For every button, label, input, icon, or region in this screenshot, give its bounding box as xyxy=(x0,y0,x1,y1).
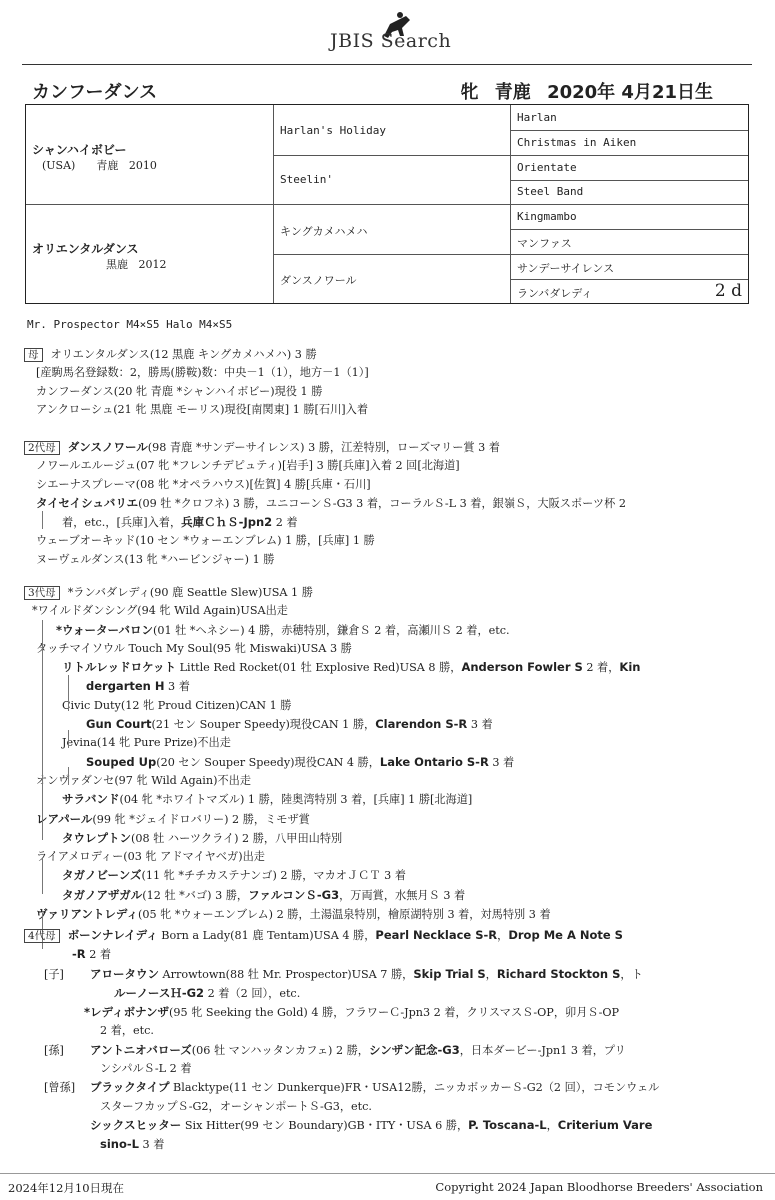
ped-sire-cell xyxy=(26,105,274,204)
ped-dam-cell xyxy=(26,205,274,303)
list-item[interactable]: *ワイルドダンシング(94 牝 Wild Again)USA出走 xyxy=(32,604,288,618)
ped-g3-7[interactable]: サンデーサイレンス xyxy=(517,262,615,275)
list-item: サラバンド(04 牝 *ホワイトマズル) 1 勝，陸奥湾特別 3 着，[兵庫] 1 勝[北海道] xyxy=(62,792,473,807)
ped-g3-8[interactable]: ランバダレディ xyxy=(517,287,593,300)
jbis-logo[interactable] xyxy=(330,10,460,52)
list-item: タガノビーンズ(11 牝 *チチカステナンゴ) 2 勝，マカオＪＣＴ 3 着 xyxy=(62,868,406,883)
list-item[interactable]: オンヴァダンセ(97 牝 Wild Again)不出走 xyxy=(36,773,252,787)
list-item: シックスヒッター Six Hitter(99 セン Boundary)GB・ITY・USA 6 勝，P. Toscana-L，Criterium Vare xyxy=(90,1117,653,1132)
list-item[interactable]: アンクローシュ(21 牝 黒鹿 モーリス)現役[南関東] 1 勝[石川]入着 xyxy=(36,402,369,416)
ped-sire-info: (USA) 青鹿 2010 xyxy=(42,159,157,172)
footer-divider xyxy=(0,1173,775,1174)
section-label: 3代母 xyxy=(24,586,60,600)
copyright: Copyright 2024 Japan Bloodhorse Breeders' Association xyxy=(435,1180,763,1194)
section-label: 4代母 xyxy=(24,929,60,943)
list-item: Souped Up(20 セン Souper Speedy)現役CAN 4 勝，Lake Ontario S-R 3 着 xyxy=(86,754,515,769)
list-item: リトルレッドロケット Little Red Rocket(01 牡 Explosive Red)USA 8 勝，Anderson Fowler S 2 着，Kin xyxy=(62,660,641,675)
ped-g3-2[interactable]: Christmas in Aiken xyxy=(517,136,637,149)
list-item[interactable]: ウェーブオーキッド(10 セン *ウォーエンブレム) 1 勝，[兵庫] 1 勝 xyxy=(36,534,375,548)
list-item: タガノアザガル(12 牡 *バゴ) 3 勝，ファルコンＳ-G3，万両賞，水無月Ｓ 3 着 xyxy=(62,887,466,902)
logo-text: JBIS Search xyxy=(330,30,452,52)
horse-profile xyxy=(451,78,714,104)
list-item[interactable]: ヌーヴェルダンス(13 牝 *ハービンジャー) 1 勝 xyxy=(36,552,275,566)
list-item: [曾孫] ブラックタイプ Blacktype(11 セン Dunkerque)FR・USA12勝，ニッカボッカーＳ-G2（2 回），コモンウェル xyxy=(44,1080,660,1095)
ped-g3-5[interactable]: Kingmambo xyxy=(517,210,577,223)
list-item: *ウォーターバロン(01 牡 *ヘネシー) 4 勝，赤穂特別，鎌倉Ｓ 2 着，高瀬川Ｓ 2 着，etc. xyxy=(56,622,510,637)
horse-color: 青鹿 xyxy=(494,82,531,103)
ped-g3-1[interactable]: Harlan xyxy=(517,111,557,124)
list-item: *レディボナンザ(95 牝 Seeking the Gold) 4 勝，フラワーＣ-Jpn3 2 着，クリスマスＳ-OP，卯月Ｓ-OP xyxy=(84,1005,620,1020)
fourth-dam-section: 4代母 ボーンナレイディ Born a Lady(81 鹿 Tentam)USA 4 勝，Pearl Necklace S-R，Drop Me A Note S -R 2 着 [子] アロータウン Arrowtown(88 牡 Mr. Prospector)USA 7 勝，Skip Trial S，Richard Stockton S，ト ルーノースＨ-G2 2 着（2 回），etc. *レディボナンザ(95 牝 Seeking the Gold) 4 勝，フラワーＣ-Jpn3 2 着，クリスマスＳ-OP，卯月Ｓ-OP 2 着，etc. [孫] アントニオバローズ(06 牡 マンハッタンカフェ) 2 勝，シンザン記念-G3，日本ダービー-Jpn1 3 着，プリ ンシパルＳ-L 2 着 [曾孫] ブラックタイプ Blacktype(11 セン Dunkerque)FR・USA12勝，ニッカボッカーＳ-G2（2 回），コモンウェル スターフカップＳ-G2，オーシャンポートＳ-G3，etc. シックスヒッター Six Hitter(99 セン Boundary)GB・ITY・USA 6 勝，P. Toscana-L，Criterium Vare sino-L 3 着 xyxy=(24,926,659,1155)
second-dam-section: 2代母 ダンスノワール(98 青鹿 *サンデーサイレンス) 3 勝，江差特別，ローズマリー賞 3 着 ノワールエルージュ(07 牝 *フレンチデピュティ)[岩手] 3 勝[兵庫]入着 2 回[北海道] シエーナスプレーマ(08 牝 *オペラハウス)[佐賀] 4 勝[兵庫・石川] タイセイシュバリエ(09 牡 *クロフネ) 3 勝，ユニコーンＳ-G3 3 着，コーラルＳ-L 3 着，銀嶺Ｓ，大阪スポーツ杯 2 着，etc.，[兵庫]入着，兵庫ＣｈＳ-Jpn2 2 着 ウェーブオーキッド(10 セン *ウォーエンブレム) 1 勝，[兵庫] 1 勝 ヌーヴェルダンス(13 牝 *ハービンジャー) 1 勝 xyxy=(24,438,626,569)
third-dam-section: 3代母 *ランバダレディ(90 鹿 Seattle Slew)USA 1 勝 *ワイルドダンシング(94 牝 Wild Again)USA出走 *ウォーターバロン(01 牡 *ヘネシー) 4 勝，赤穂特別，鎌倉Ｓ 2 着，高瀬川Ｓ 2 着，etc. タッチマイソウル Touch My Soul(95 牝 Miswaki)USA 3 勝 リトルレッドロケット Little Red Rocket(01 牡 Explosive Red)USA 8 勝，Anderson Fowler S 2 着，Kin dergarten H 3 着 Civic Duty(12 牝 Proud Citizen)CAN 1 勝 Gun Court(21 セン Souper Speedy)現役CAN 1 勝，Clarendon S-R 3 着 Jevina(14 牝 Pure Prize)不出走 Souped Up(20 セン Souper Speedy)現役CAN 4 勝，Lake Ontario S-R 3 着 オンヴァダンセ(97 牝 Wild Again)不出走 サラバンド(04 牝 *ホワイトマズル) 1 勝，陸奥湾特別 3 着，[兵庫] 1 勝[北海道] レアパール(99 牝 *ジェイドロバリー) 2 勝，ミモザ賞 タウレプトン(08 牡 ハーツクライ) 2 勝，八甲田山特別 ライアメロディー(03 牝 アドマイヤベガ)出走 タガノビーンズ(11 牝 *チチカステナンゴ) 2 勝，マカオＪＣＴ 3 着 タガノアザガル(12 牡 *バゴ) 3 勝，ファルコンＳ-G3，万両賞，水無月Ｓ 3 着 ヴァリアントレディ(05 牝 *ウォーエンブレム) 2 勝，土湯温泉特別，檜原湖特別 3 着，対馬特別 3 着 xyxy=(24,584,640,924)
ped-sire-sire[interactable]: Harlan's Holiday xyxy=(280,124,386,137)
list-item: タイセイシュバリエ(09 牡 *クロフネ) 3 勝，ユニコーンＳ-G3 3 着，コーラルＳ-L 3 着，銀嶺Ｓ，大阪スポーツ杯 2 xyxy=(36,495,626,510)
list-item[interactable]: タッチマイソウル Touch My Soul(95 牝 Miswaki)USA 3 勝 xyxy=(36,641,352,655)
ped-dam-sire[interactable]: キングカメハメハ xyxy=(280,225,368,238)
horse-name: カンフーダンス xyxy=(32,82,158,103)
as-of-date: 2024年12月10日現在 xyxy=(8,1181,125,1195)
inbreeding-info: Mr. Prospector M4×S5 Halo M4×S5 xyxy=(27,318,233,331)
list-item[interactable]: ライアメロディー(03 牝 アドマイヤベガ)出走 xyxy=(36,850,265,864)
header-divider xyxy=(22,64,752,65)
family-number: 2 d xyxy=(714,281,742,301)
ped-g3-6[interactable]: マンファス xyxy=(517,237,572,250)
list-item[interactable]: ノワールエルージュ(07 牝 *フレンチデピュティ)[岩手] 3 勝[兵庫]入着 2 回[北海道] xyxy=(36,459,460,473)
section-label: 母 xyxy=(24,348,43,362)
ped-dam-info: 黒鹿 2012 xyxy=(106,258,167,271)
ped-sire-name[interactable]: シャンハイボビー xyxy=(32,143,127,157)
list-item[interactable]: Jevina(14 牝 Pure Prize)不出走 xyxy=(62,736,231,750)
ped-sire-dam[interactable]: Steelin' xyxy=(280,173,333,186)
ped-dam-name[interactable]: オリエンタルダンス xyxy=(32,242,139,256)
ped-dam-dam[interactable]: ダンスノワール xyxy=(280,274,357,287)
list-item[interactable]: シエーナスプレーマ(08 牝 *オペラハウス)[佐賀] 4 勝[兵庫・石川] xyxy=(36,477,371,491)
horse-sex: 牝 xyxy=(460,82,479,103)
list-item: タウレプトン(08 牡 ハーツクライ) 2 勝，八甲田山特別 xyxy=(62,830,343,845)
list-item: [孫] アントニオバローズ(06 牡 マンハッタンカフェ) 2 勝，シンザン記念-G3，日本ダービー-Jpn1 3 着，プリ xyxy=(44,1042,626,1057)
horse-birth: 2020年 4月21日生 xyxy=(547,82,713,103)
list-item: ヴァリアントレディ(05 牝 *ウォーエンブレム) 2 勝，土湯温泉特別，檜原湖特別 3 着，対馬特別 3 着 xyxy=(36,907,551,922)
list-item: [子] アロータウン Arrowtown(88 牡 Mr. Prospector)USA 7 勝，Skip Trial S，Richard Stockton S，ト xyxy=(44,966,643,981)
ped-gen2-column xyxy=(274,105,511,303)
list-item[interactable]: Civic Duty(12 牝 Proud Citizen)CAN 1 勝 xyxy=(62,698,292,712)
section-label: 2代母 xyxy=(24,441,60,455)
list-item: レアパール(99 牝 *ジェイドロバリー) 2 勝，ミモザ賞 xyxy=(36,811,310,826)
dam-section: 母 オリエンタルダンス(12 黒鹿 キングカメハメハ) 3 勝 [産駒馬名登録数：2，勝馬(勝鞍)数：中央－1（1），地方－1（1）] カンフーダンス(20 牝 青鹿 *シャンハイボビー)現役 1 勝 アンクローシュ(21 牝 黒鹿 モーリス)現役[南関東] 1 勝[石川]入着 xyxy=(24,346,369,419)
pedigree-table xyxy=(25,104,749,304)
ped-g3-4[interactable]: Steel Band xyxy=(517,185,584,198)
ped-g3-3[interactable]: Orientate xyxy=(517,161,577,174)
list-item[interactable]: カンフーダンス(20 牝 青鹿 *シャンハイボビー)現役 1 勝 xyxy=(36,384,323,398)
list-item: Gun Court(21 セン Souper Speedy)現役CAN 1 勝，Clarendon S-R 3 着 xyxy=(86,717,493,732)
ped-gen3-column xyxy=(511,105,748,303)
